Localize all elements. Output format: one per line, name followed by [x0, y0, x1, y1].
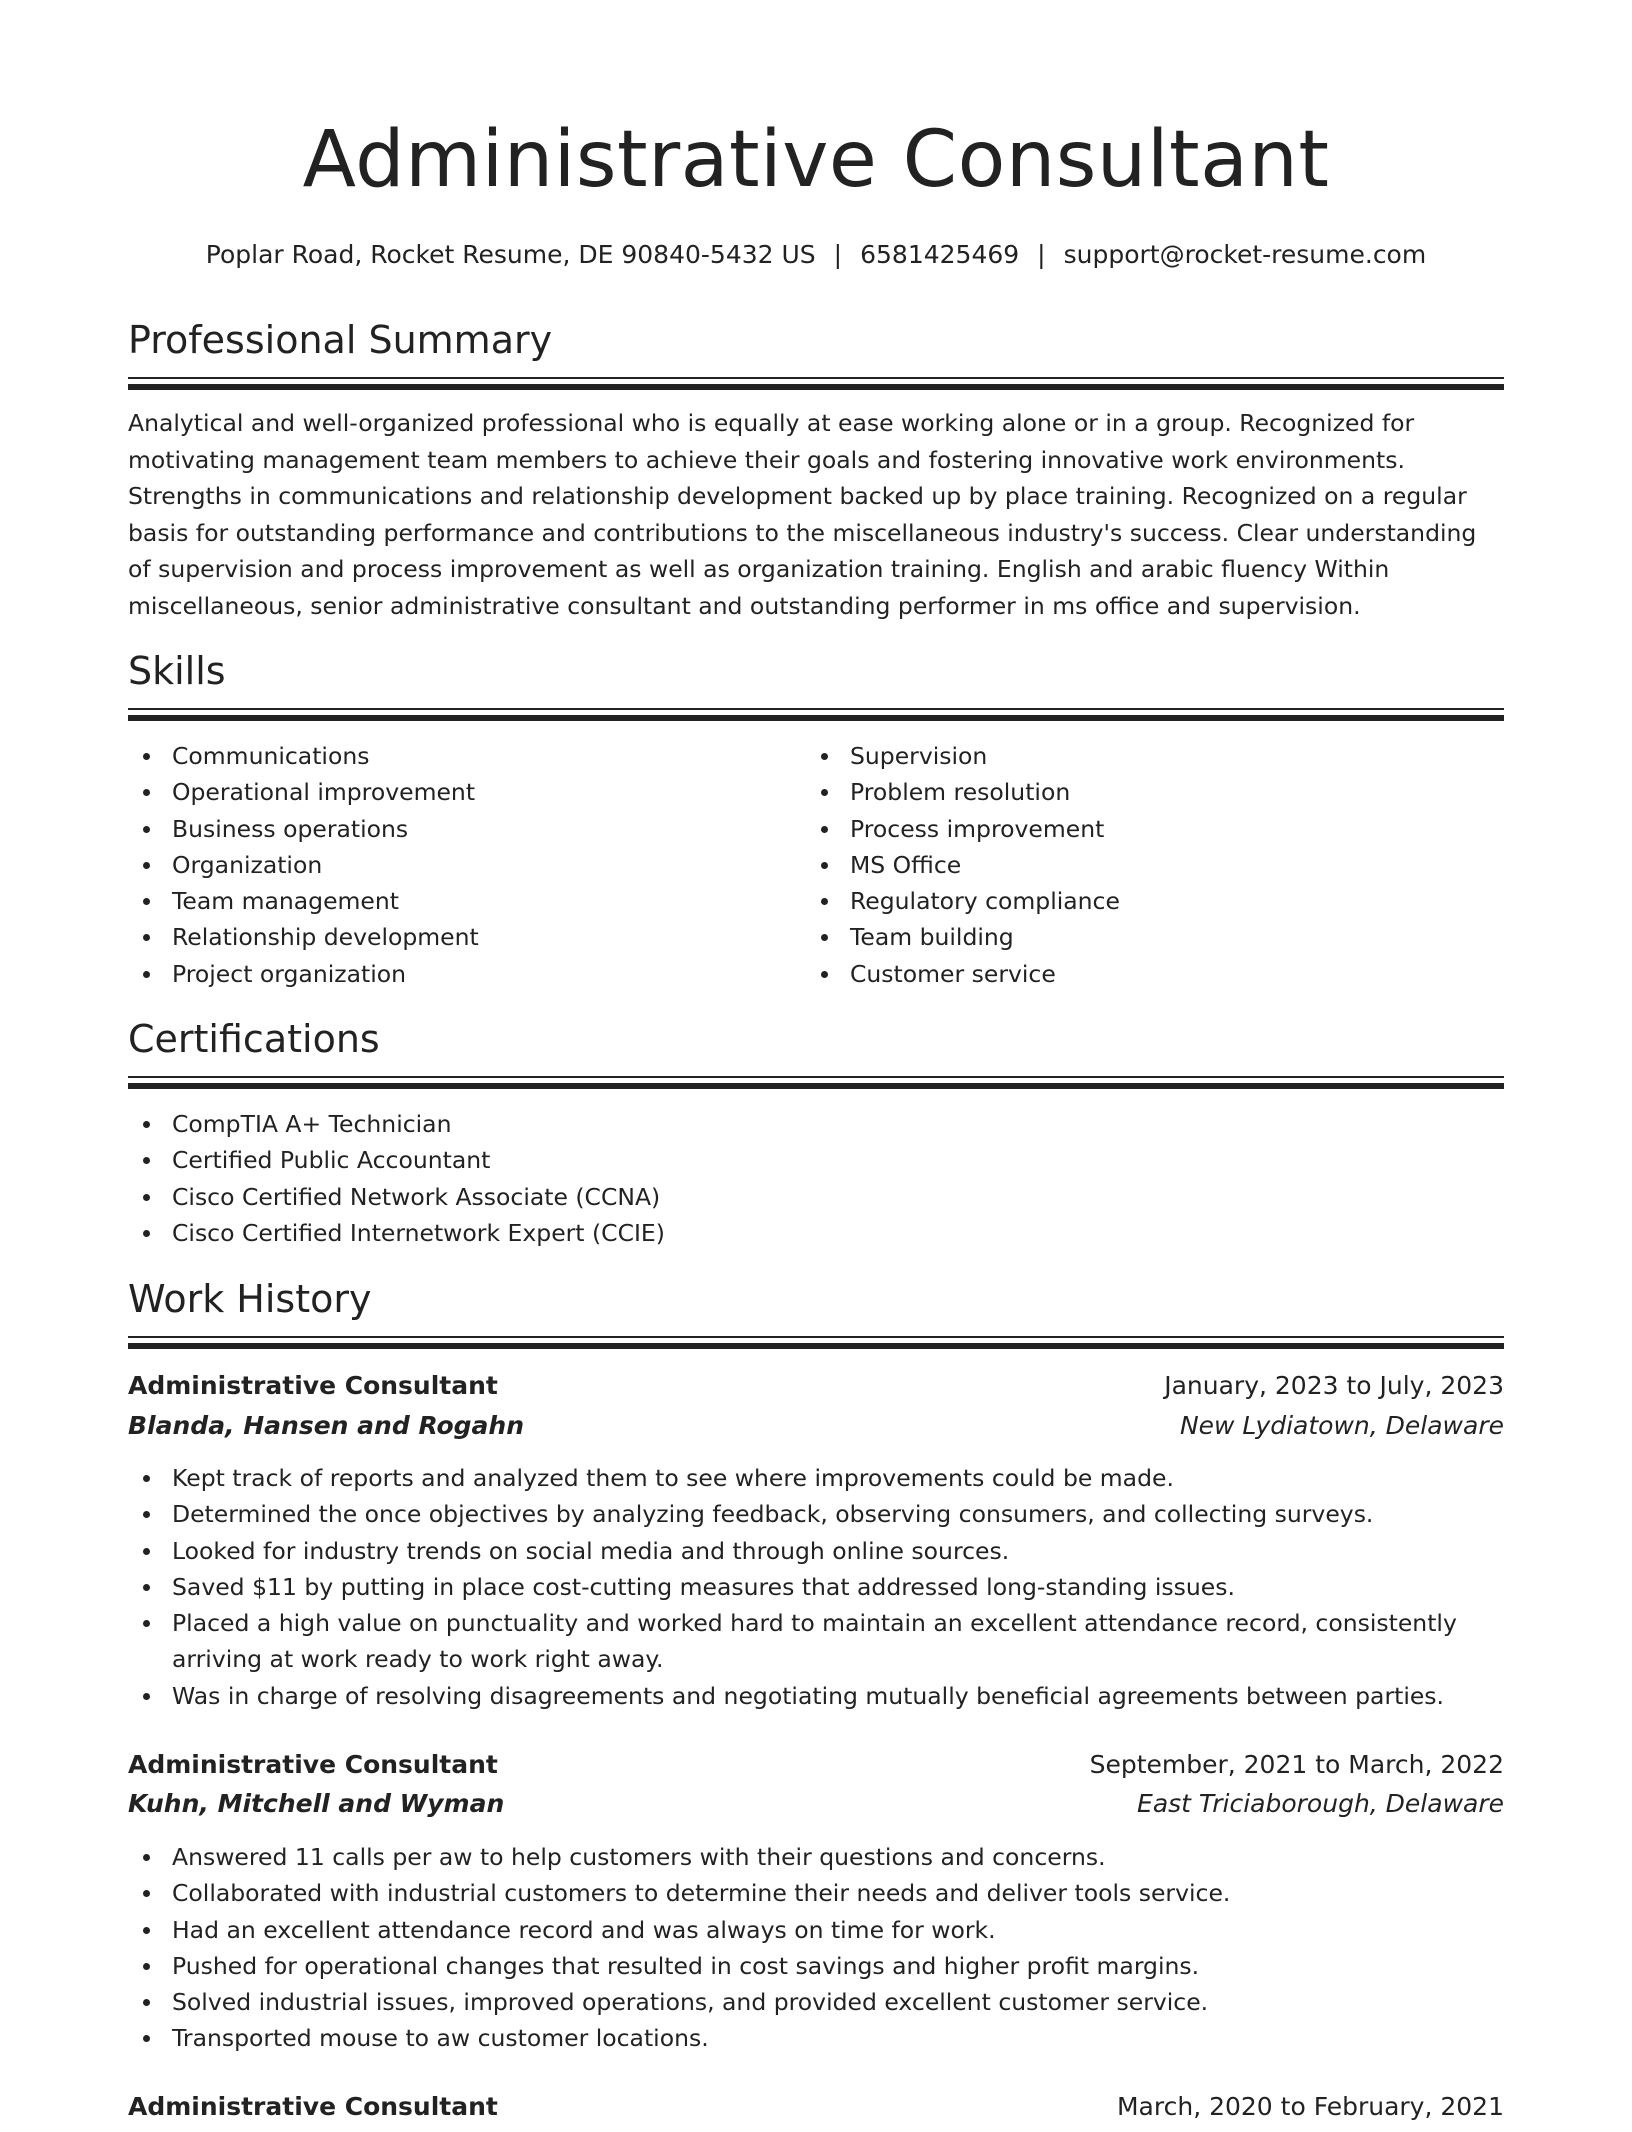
section-divider: [128, 377, 1504, 390]
job-title: Administrative Consultant: [128, 1371, 498, 1400]
job-location: East Triciaborough, Delaware: [1137, 1789, 1504, 1818]
job-bullet: Saved $11 by putting in place cost-cutting measures that addressed long-standing issues.: [128, 1569, 1504, 1605]
skill-item: Operational improvement: [128, 774, 806, 810]
job-bullet: Collaborated with industrial customers to determine their needs and deliver tools service.: [128, 1875, 1504, 1911]
contact-line: [128, 240, 1504, 270]
job-header: [128, 1750, 1504, 1790]
job-bullet: Solved industrial issues, improved operations, and provided excellent customer service.: [128, 1984, 1504, 2020]
certifications-list: [128, 1106, 1504, 1251]
skill-item: Team building: [806, 919, 1484, 955]
section-divider: [128, 1336, 1504, 1349]
job-bullet: Was in charge of resolving disagreements and negotiating mutually beneficial agreements between parties.: [128, 1678, 1504, 1714]
job-title: Administrative Consultant: [128, 2092, 498, 2121]
skills-column-right: [806, 738, 1484, 992]
job-bullet: Looked for industry trends on social media and through online sources.: [128, 1533, 1504, 1569]
job-dates: March, 2020 to February, 2021: [1116, 2092, 1504, 2121]
job-company: Kuhn, Mitchell and Wyman: [128, 1789, 505, 1818]
skill-item: Organization: [128, 847, 806, 883]
job-bullet: Answered 11 calls per aw to help customers with their questions and concerns.: [128, 1839, 1504, 1875]
job-subheader: [128, 1789, 1504, 1829]
job-subheader: [128, 1411, 1504, 1451]
summary-heading: Professional Summary: [128, 318, 553, 362]
job-header: [128, 1371, 1504, 1411]
skill-item: Communications: [128, 738, 806, 774]
resume-title: Administrative Consultant: [302, 115, 1330, 205]
job-location: New Lydiatown, Delaware: [1179, 1411, 1504, 1440]
contact-email: support@rocket-resume.com: [1063, 240, 1427, 269]
work-history-heading: Work History: [128, 1277, 372, 1321]
skill-item: Supervision: [806, 738, 1484, 774]
skill-item: Customer service: [806, 956, 1484, 992]
skills-column-left: [128, 738, 806, 992]
skill-item: Problem resolution: [806, 774, 1484, 810]
job-title: Administrative Consultant: [128, 1750, 498, 1779]
skill-item: Business operations: [128, 811, 806, 847]
contact-address: Poplar Road, Rocket Resume, DE 90840-5432 US: [205, 240, 816, 269]
skill-item: Relationship development: [128, 919, 806, 955]
contact-phone: 6581425469: [860, 240, 1020, 269]
job-dates: September, 2021 to March, 2022: [1089, 1750, 1504, 1779]
contact-separator: |: [833, 240, 843, 269]
skill-item: Process improvement: [806, 811, 1484, 847]
skills-heading: Skills: [128, 649, 226, 693]
skill-item: MS Office: [806, 847, 1484, 883]
certification-item: Certified Public Accountant: [128, 1142, 1504, 1178]
skill-item: Team management: [128, 883, 806, 919]
section-divider: [128, 1076, 1504, 1089]
job-bullet: Placed a high value on punctuality and worked hard to maintain an excellent attendance record, consistently arriving at work ready to work right away.: [128, 1605, 1504, 1678]
job-bullet: Had an excellent attendance record and was always on time for work.: [128, 1912, 1504, 1948]
job-bullets: [128, 1839, 1504, 2057]
job-bullet: Pushed for operational changes that resulted in cost savings and higher profit margins.: [128, 1948, 1504, 1984]
job-dates: January, 2023 to July, 2023: [1164, 1371, 1504, 1400]
job-header: [128, 2092, 1504, 2132]
certification-item: Cisco Certified Internetwork Expert (CCIE): [128, 1215, 1504, 1251]
job-company: Blanda, Hansen and Rogahn: [128, 1411, 524, 1440]
certification-item: Cisco Certified Network Associate (CCNA): [128, 1179, 1504, 1215]
job-bullets: [128, 1460, 1504, 1714]
section-divider: [128, 708, 1504, 721]
job-bullet: Determined the once objectives by analyzing feedback, observing consumers, and collecting surveys.: [128, 1496, 1504, 1532]
certifications-heading: Certifications: [128, 1017, 380, 1061]
job-bullet: Transported mouse to aw customer locations.: [128, 2020, 1504, 2056]
certification-item: CompTIA A+ Technician: [128, 1106, 1504, 1142]
skill-item: Regulatory compliance: [806, 883, 1484, 919]
skill-item: Project organization: [128, 956, 806, 992]
contact-separator: |: [1037, 240, 1046, 269]
job-bullet: Kept track of reports and analyzed them to see where improvements could be made.: [128, 1460, 1504, 1496]
summary-text: Analytical and well-organized professional who is equally at ease working alone or in a group. Recognized for motivating management team members to achieve their goals and fostering innovative work environments. Strengths in communications and relationship development backed up by place training. Recognized on a regular basis for outstanding performance and contributions to the miscellaneous industry's success. Clear understanding of supervision and process improvement as well as organization training. English and arabic fluency Within miscellaneous, senior administrative consultant and outstanding performer in ms office and supervision.: [128, 409, 1477, 620]
